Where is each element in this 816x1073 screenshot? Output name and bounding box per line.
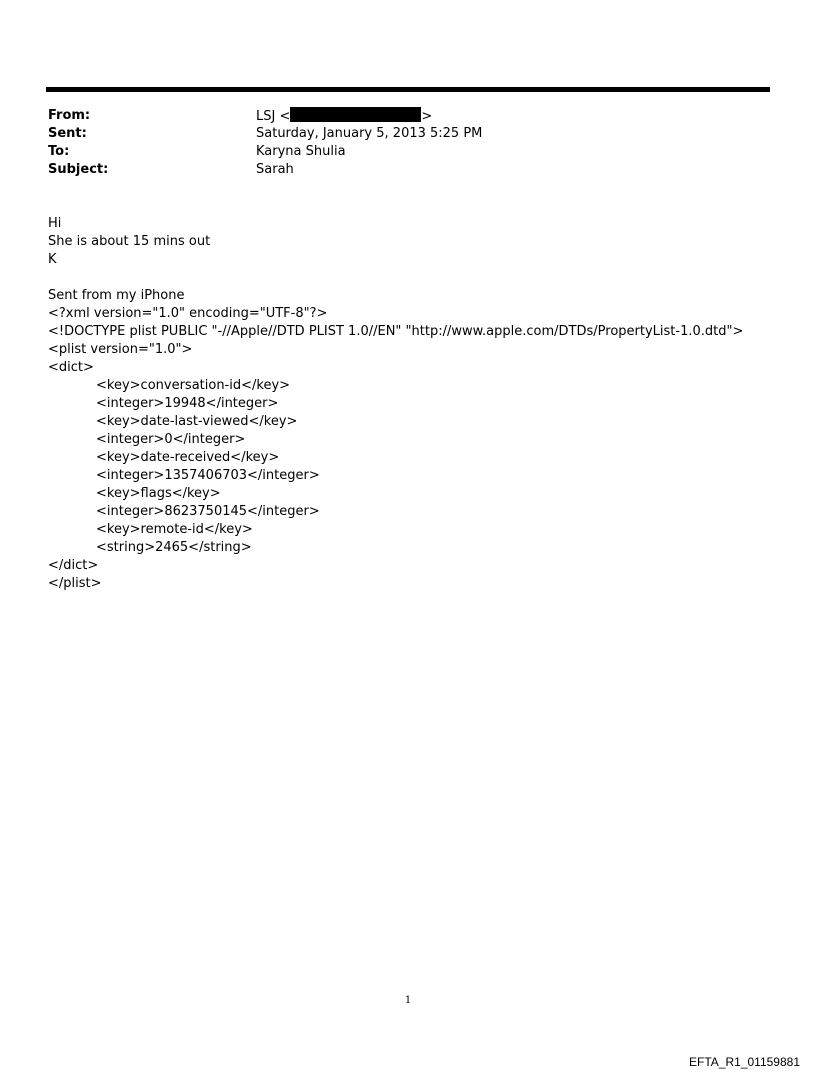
to-row <box>48 143 768 161</box>
dict-entry: <key>date-last-viewed</key> <box>96 414 298 429</box>
from-row <box>48 107 768 125</box>
dict-entry: <string>2465</string> <box>96 540 252 555</box>
page-number: 1 <box>404 995 412 1006</box>
body-signature: Sent from my iPhone <box>48 288 185 303</box>
header-divider-rule <box>46 87 770 92</box>
from-value-prefix: LSJ < <box>256 109 291 124</box>
body-line-1: She is about 15 mins out <box>48 234 211 249</box>
from-value <box>256 107 432 126</box>
subject-row <box>48 161 768 179</box>
body-greeting: Hi <box>48 216 62 231</box>
from-label: From: <box>48 108 91 123</box>
to-label: To: <box>48 144 70 159</box>
email-body <box>48 215 768 593</box>
body-line-2: K <box>48 252 57 267</box>
to-value: Karyna Shulia <box>256 144 346 159</box>
bates-number: EFTA_R1_01159881 <box>689 1055 800 1069</box>
plist-close-tag: </plist> <box>48 576 102 591</box>
plist-open-tag: <plist version="1.0"> <box>48 342 193 357</box>
xml-doctype: <!DOCTYPE plist PUBLIC "-//Apple//DTD PLIST 1.0//EN" "http://www.apple.com/DTDs/PropertyList-1.0.dtd"> <box>48 324 744 339</box>
dict-entry: <key>conversation-id</key> <box>96 378 291 393</box>
redaction-box <box>290 107 421 122</box>
xml-declaration: <?xml version="1.0" encoding="UTF-8"?> <box>48 306 328 321</box>
body-blank-line <box>48 269 768 287</box>
dict-entry: <integer>0</integer> <box>96 432 246 447</box>
dict-entry: <key>remote-id</key> <box>96 522 253 537</box>
dict-entry: <integer>8623750145</integer> <box>96 504 320 519</box>
dict-open-tag: <dict> <box>48 360 94 375</box>
sent-value: Saturday, January 5, 2013 5:25 PM <box>256 126 483 141</box>
dict-close-tag: </dict> <box>48 558 99 573</box>
dict-entry: <integer>1357406703</integer> <box>96 468 320 483</box>
sent-row <box>48 125 768 143</box>
from-value-suffix: > <box>421 109 433 124</box>
sent-label: Sent: <box>48 126 87 141</box>
dict-entry: <key>flags</key> <box>96 486 221 501</box>
dict-entry: <integer>19948</integer> <box>96 396 279 411</box>
email-header <box>48 107 768 179</box>
dict-entry: <key>date-received</key> <box>96 450 280 465</box>
subject-value: Sarah <box>256 162 294 177</box>
subject-label: Subject: <box>48 162 109 177</box>
